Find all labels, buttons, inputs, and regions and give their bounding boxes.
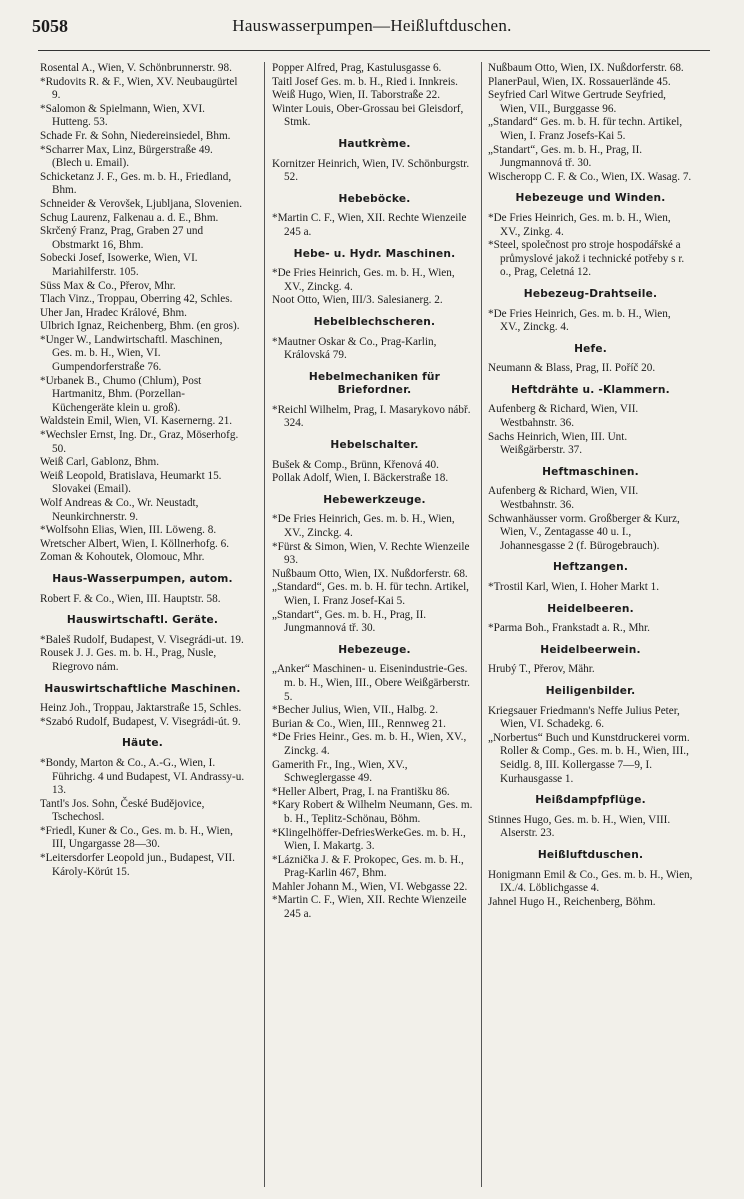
directory-entry: Neumann & Blass, Prag, II. Poříč 20. [488,362,656,375]
category-heading: Heißdampfpflüge. [535,794,646,807]
directory-entry: *Rudovits R. & F., Wien, XV. Neubaugürtel 9. [40,75,238,102]
category-heading: Hebewerkzeuge. [323,493,426,506]
category-heading: Hebeböcke. [338,192,411,205]
directory-entry: *Steel, společnost pro stroje hospodářské a průmyslové jakož i technické potřeby s r. o., Prag, Celetná 12. [488,239,685,279]
directory-entry: Honigmann Emil & Co., Ges. m. b. H., Wien, IX./4. Löblichgasse 4. [488,868,693,895]
directory-entry: *Fürst & Simon, Wien, V. Rechte Wienzeile 93. [272,540,470,567]
directory-entry: Schwanhäusser vorm. Großberger & Kurz, Wien, V., Zentagasse 40 u. I., Johannesgasse 2 (f. Bürogebrauch). [488,512,680,552]
directory-entry: Stinnes Hugo, Ges. m. b. H., Wien, VIII. Alserstr. 23. [488,813,671,840]
running-title: Hauswasserpumpen—Heißluftduschen. [232,16,512,35]
directory-entry: Skrčený Franz, Prag, Graben 27 und Obstmarkt 16, Bhm. [40,225,204,251]
directory-entry: Hrubý T., Přerov, Mähr. [488,663,595,676]
directory-entry: Schicketanz J. F., Ges. m. b. H., Friedland, Bhm. [40,170,232,197]
category-heading: Heidelbeerwein. [540,643,641,656]
directory-entry: Gamerith Fr., Ing., Wien, XV., Schweglergasse 49. [272,758,408,785]
directory-entry: „Anker“ Maschinen- u. Eisenindustrie-Ges. m. b. H., Wien, III., Obere Weißgärberstr. 5. [272,663,470,703]
directory-entry: „Standard“ Ges. m. b. H. für techn. Artikel, Wien, I. Franz Josefs-Kai 5. [488,116,683,142]
directory-entry: Noot Otto, Wien, III/3. Salesianerg. 2. [272,294,443,307]
directory-entry: Jahnel Hugo H., Reichenberg, Böhm. [488,895,656,908]
directory-entry: Robert F. & Co., Wien, III. Hauptstr. 58. [40,592,221,605]
category-heading: Hebelmechaniken für Briefordner. [308,370,441,397]
directory-entry: Tlach Vinz., Troppau, Oberring 42, Schles. [40,293,233,306]
directory-entry: *Trostil Karl, Wien, I. Hoher Markt 1. [488,581,660,593]
directory-entry: Schug Laurenz, Falkenau a. d. E., Bhm. [40,211,219,224]
directory-entry: Nußbaum Otto, Wien, IX. Nußdorferstr. 68. [272,567,468,580]
category-heading: Heiligenbilder. [545,684,636,697]
directory-entry: „Standart“, Ges. m. b. H., Prag, II. Jungmannová tř. 30. [488,143,643,170]
category-heading: Häute. [121,737,164,750]
directory-entry: „Standard“, Ges. m. b. H. für techn. Artikel, Wien, I. Franz Josef-Kai 5. [272,581,469,607]
directory-entry: Seyfried Carl Witwe Gertrude Seyfried, Wien, VII., Burggasse 96. [488,89,666,115]
directory-entry: Waldstein Emil, Wien, VI. Kasernerng. 21. [40,415,233,428]
column-1 [40,62,245,879]
category-heading: Heftmaschinen. [542,465,639,478]
category-heading: Hebe- u. Hydr. Maschinen. [293,247,456,260]
directory-entry: *De Fries Heinrich, Ges. m. b. H., Wien, XV., Zinckg. 4. [272,513,455,540]
directory-entry: Mahler Johann M., Wien, VI. Webgasse 22. [272,880,468,893]
directory-entry: *Klingelhöffer-DefriesWerkeGes. m. b. H., Wien, I. Makartg. 3. [272,826,466,853]
directory-entry: *Salomon & Spielmann, Wien, XVI. Hutteng. 53. [40,102,205,129]
category-heading: Hebelblechscheren. [313,315,436,328]
directory-entry: Weiß Hugo, Wien, II. Taborstraße 22. [272,89,441,102]
directory-entry: *Wolfsohn Elias, Wien, III. Löweng. 8. [40,524,217,537]
directory-entry: Kriegsauer Friedmann's Neffe Julius Peter, Wien, VI. Schadekg. 6. [488,704,680,731]
directory-entry: Rousek J. J. Ges. m. b. H., Prag, Nusle, Riegrovo nám. [40,647,217,673]
directory-entry: PlanerPaul, Wien, IX. Rossauerlände 45. [488,75,671,88]
category-heading: Hebezeuge und Winden. [515,192,666,205]
directory-entry: *Urbanek B., Chumo (Chlum), Post Hartmanitz, Bhm. (Porzellan-Küchengeräte klein u. groß). [40,374,202,414]
directory-entry: *Parma Boh., Frankstadt a. R., Mhr. [488,622,650,635]
directory-entry: Wischeropp C. F. & Co., Wien, IX. Wasag. 7. [488,170,692,183]
directory-entry: *Kary Robert & Wilhelm Neumann, Ges. m. b. H., Teplitz-Schönau, Böhm. [272,799,473,825]
directory-entry: „Norbertus“ Buch und Kunstdruckerei vorm. Roller & Comp., Ges. m. b. H., Wien, III., Seidlg. 8, III. Kollergasse 7—9, I. Kurhausgasse 1. [488,731,690,785]
page-header [32,14,712,48]
directory-entry: Aufenberg & Richard, Wien, VII. Westbahnstr. 36. [488,485,639,512]
directory-entry: *De Fries Heinr., Ges. m. b. H., Wien, XV., Zinckg. 4. [272,731,467,757]
directory-entry: *Szabó Rudolf, Budapest, V. Visegrádi-út. 9. [40,715,241,728]
directory-entry: *Reichl Wilhelm, Prag, I. Masarykovo nábř. 324. [272,403,471,430]
directory-entry: Burian & Co., Wien, III., Rennweg 21. [272,717,446,730]
directory-entry: Ulbrich Ignaz, Reichenberg, Bhm. (en gros). [40,320,240,333]
page-number: 5058 [32,16,68,36]
directory-entry: *De Fries Heinrich, Ges. m. b. H., Wien, XV., Zinkg. 4. [488,211,671,238]
directory-entry: *De Fries Heinrich, Ges. m. b. H., Wien, XV., Zinckg. 4. [272,267,455,293]
category-heading: Hautkrème. [338,137,411,150]
category-heading: Hebezeuge. [338,643,411,656]
category-heading: Heftzangen. [552,561,629,574]
category-heading: Hauswirtschaftliche Maschinen. [44,682,241,695]
directory-entry: Rosental A., Wien, V. Schönbrunnerstr. 98. [40,62,232,74]
directory-entry: Wolf Andreas & Co., Wr. Neustadt, Neunkirchnerstr. 9. [40,497,199,523]
column-2 [272,62,477,922]
directory-entry: Weiß Carl, Gablonz, Bhm. [40,456,160,469]
directory-entry: *Heller Albert, Prag, I. na Františku 86. [272,785,450,798]
directory-entry: Winter Louis, Ober-Grossau bei Gleisdorf, Stmk. [272,102,464,129]
directory-entry: Tantl's Jos. Sohn, České Budějovice, Tschechosl. [40,797,205,824]
category-heading: Heißluftduschen. [537,848,644,861]
category-heading: Heftdrähte u. -Klammern. [511,383,670,396]
directory-entry: Uher Jan, Hradec Králové, Bhm. [40,306,187,319]
directory-entry: Schade Fr. & Sohn, Niedereinsiedel, Bhm. [40,129,231,142]
column-divider-2 [481,62,482,1187]
directory-entry: Heinz Joh., Troppau, Jaktarstraße 15, Schles. [40,702,242,715]
directory-entry: *De Fries Heinrich, Ges. m. b. H., Wien, XV., Zinckg. 4. [488,307,671,334]
directory-entry: Bušek & Comp., Brünn, Křenová 40. [272,458,439,471]
directory-entry: Kornitzer Heinrich, Wien, IV. Schönburgstr. 52. [272,157,470,184]
directory-entry: *Becher Julius, Wien, VII., Halbg. 2. [272,704,438,717]
category-heading: Heidelbeeren. [547,602,634,615]
directory-entry: Pollak Adolf, Wien, I. Bäckerstraße 18. [272,472,449,485]
directory-entry: *Láznička J. & F. Prokopec, Ges. m. b. H., Prag-Karlin 467, Bhm. [272,853,464,880]
directory-entry: Taitl Josef Ges. m. b. H., Ried i. Innkreis. [272,75,458,88]
column-3 [488,62,693,909]
directory-entry: Weiß Leopold, Bratislava, Heumarkt 15. Slovakei (Email). [40,469,222,496]
directory-entry: *Baleš Rudolf, Budapest, V. Visegrádi-ut. 19. [40,633,244,646]
category-heading: Hefe. [574,342,607,355]
directory-entry: *Mautner Oskar & Co., Prag-Karlin, Královská 79. [272,335,437,362]
directory-entry: Schneider & Verovšek, Ljubljana, Slovenien. [40,197,243,210]
directory-entry: Sachs Heinrich, Wien, III. Unt. Weißgärberstr. 37. [488,430,628,457]
directory-entry: Sobecki Josef, Isowerke, Wien, VI. Mariahilferstr. 105. [40,252,198,278]
directory-entry: *Martin C. F., Wien, XII. Rechte Wienzeile 245 a. [272,212,467,238]
directory-entry: *Martin C. F., Wien, XII. Rechte Wienzeile 245 a. [272,894,467,921]
directory-entry: *Leitersdorfer Leopold jun., Budapest, VII. Károly-Körút 15. [40,852,235,878]
directory-entry: Süss Max & Co., Přerov, Mhr. [40,279,176,292]
directory-entry: Wretscher Albert, Wien, I. Köllnerhofg. 6. [40,537,230,550]
directory-entry: *Bondy, Marton & Co., A.-G., Wien, I. Führichg. 4 und Budapest, VI. Andrassy-u. 13. [40,756,245,797]
directory-entry: „Standart“, Ges. m. b. H., Prag, II. Jungmannová tř. 30. [272,608,427,635]
category-heading: Hebezeug-Drahtseile. [523,287,658,300]
directory-entry: *Scharrer Max, Linz, Bürgerstraße 49. (Blech u. Email). [40,143,213,170]
category-heading: Hauswirtschaftl. Geräte. [66,614,219,627]
directory-entry: Zoman & Kohoutek, Olomouc, Mhr. [40,551,205,564]
category-heading: Haus-Wasserpumpen, autom. [52,572,233,585]
directory-entry: Popper Alfred, Prag, Kastulusgasse 6. [272,62,442,74]
directory-entry: Nußbaum Otto, Wien, IX. Nußdorferstr. 68. [488,62,684,74]
directory-entry: Aufenberg & Richard, Wien, VII. Westbahnstr. 36. [488,403,639,430]
column-divider-1 [264,62,265,1187]
header-rule [38,50,710,51]
directory-entry: *Unger W., Landwirtschaftl. Maschinen, Ges. m. b. H., Wien, VI. Gumpendorferstraße 76. [40,333,223,374]
directory-entry: *Wechsler Ernst, Ing. Dr., Graz, Möserhofg. 50. [40,429,239,455]
category-heading: Hebelschalter. [330,439,419,452]
directory-entry: *Friedl, Kuner & Co., Ges. m. b. H., Wien, III, Ungargasse 28—30. [40,824,233,851]
